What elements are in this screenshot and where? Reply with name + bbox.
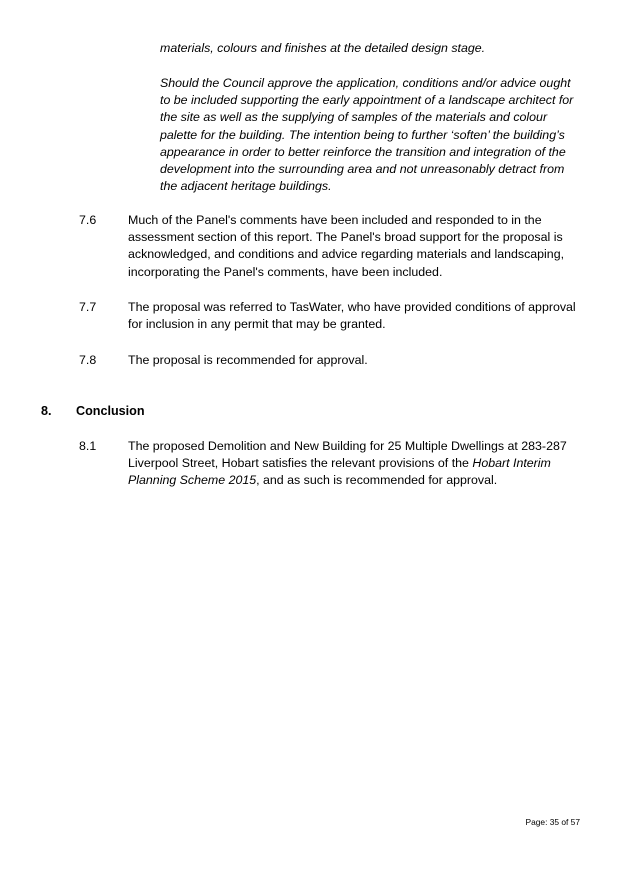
quote-line: the site as well as the supplying of samples of the materials and colour [160, 110, 548, 125]
line-text: Liverpool Street, Hobart satisfies the relevant provisions of the [128, 456, 473, 471]
paragraph-number: 7.8 [79, 353, 97, 367]
quote-line: the adjacent heritage buildings. [160, 179, 332, 194]
quote-paragraph [160, 75, 580, 195]
paragraph-line: Much of the Panel's comments have been included and responded to in the [128, 213, 542, 227]
paragraph-line: acknowledged, and conditions and advice regarding materials and landscaping, [128, 247, 565, 262]
section-title: Conclusion [76, 404, 145, 418]
paragraph-number: 8.1 [79, 439, 97, 453]
paragraph-text [128, 352, 580, 369]
line-text: , and as such is recommended for approval. [256, 473, 498, 488]
quote-continuation [160, 40, 580, 57]
paragraph-text [128, 212, 580, 281]
scheme-title-part2: Planning Scheme 2015 [128, 473, 257, 488]
paragraph-number: 7.6 [79, 213, 97, 227]
quote-line: development into the surrounding area and not unreasonably detract from [160, 162, 565, 177]
paragraph-line: for inclusion in any permit that may be granted. [128, 317, 386, 332]
scheme-title-part1: Hobart Interim [472, 456, 551, 471]
paragraph-number: 7.7 [79, 300, 97, 314]
paragraph-line: assessment section of this report. The Panel's broad support for the proposal is [128, 230, 563, 245]
section-number: 8. [41, 404, 52, 418]
paragraph-line [128, 472, 580, 489]
paragraph-line: The proposed Demolition and New Building for 25 Multiple Dwellings at 283-287 [128, 439, 567, 453]
paragraph-line: The proposal was referred to TasWater, who have provided conditions of approval [128, 300, 576, 314]
quote-line: to be included supporting the early appointment of a landscape architect for [160, 93, 574, 108]
paragraph-text [128, 438, 580, 490]
page-number: Page: 35 of 57 [525, 817, 580, 827]
quote-line: Should the Council approve the application, conditions and/or advice ought [160, 76, 571, 90]
quote-line: materials, colours and finishes at the detailed design stage. [160, 41, 486, 55]
paragraph-line [128, 455, 580, 472]
quote-line: appearance in order to better reinforce the transition and integration of the [160, 144, 566, 159]
paragraph-text [128, 299, 580, 333]
paragraph-line: The proposal is recommended for approval. [128, 353, 368, 367]
paragraph-line: incorporating the Panel's comments, have been included. [128, 264, 443, 279]
quote-line: palette for the building. The intention being to further ‘soften’ the building’s [160, 127, 565, 142]
